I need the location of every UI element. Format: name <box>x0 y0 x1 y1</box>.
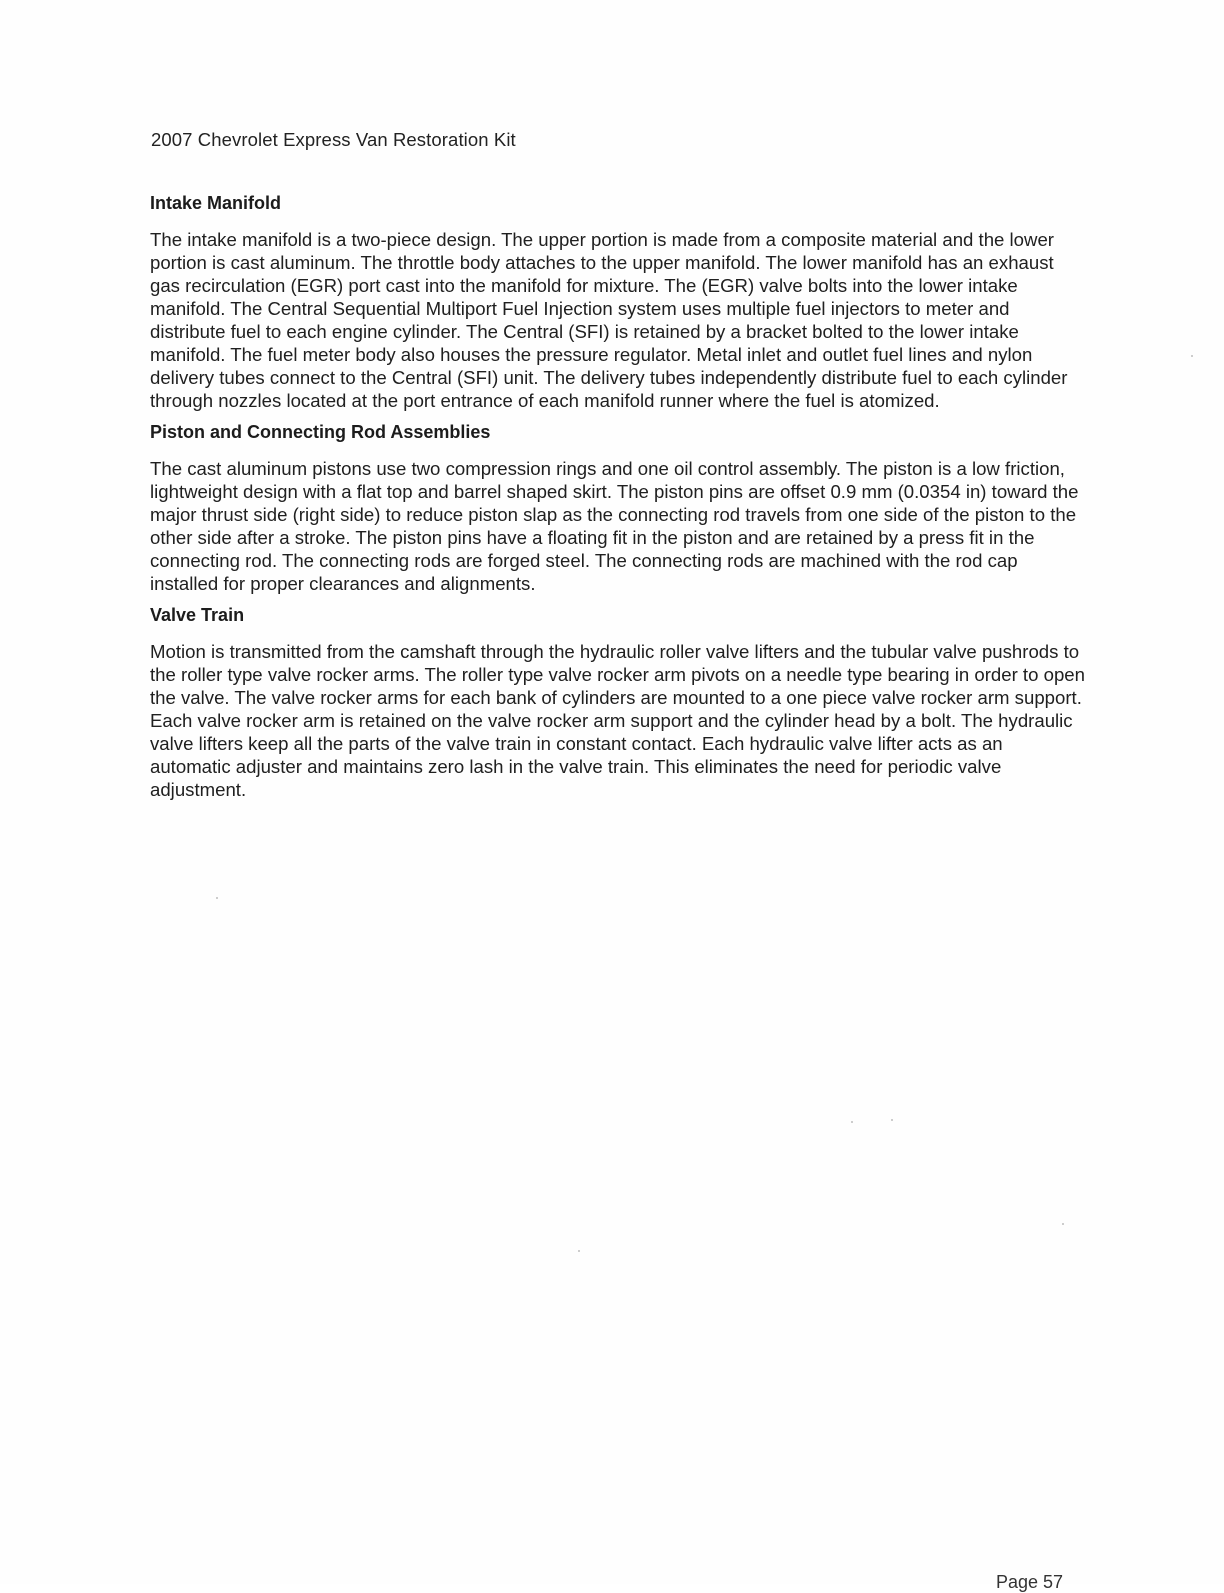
section-intake-manifold <box>150 193 1085 412</box>
page-number: Page 57 <box>996 1572 1064 1592</box>
section-heading: Valve Train <box>150 605 245 625</box>
section-body: Motion is transmitted from the camshaft through the hydraulic roller valve lifters and the tubular valve pushrods to the roller type valve rocker arms. The roller type valve rocker arm pivots on a needle type bearing in order to open the valve. The valve rocker arms for each bank of cylinders are mounted to a one piece valve rocker arm support. Each valve rocker arm is retained on the valve rocker arm support and the cylinder head by a bolt. The hydraulic valve lifters keep all the parts of the valve train in constant contact. Each hydraulic valve lifter acts as an automatic adjuster and maintains zero lash in the valve train. This eliminates the need for periodic valve adjustment. <box>150 641 1085 800</box>
section-valve-train <box>150 605 1085 801</box>
document-header: 2007 Chevrolet Express Van Restoration Kit <box>151 129 516 150</box>
scan-speck <box>578 1250 580 1252</box>
scan-speck <box>1191 355 1193 357</box>
document-content <box>150 193 1085 811</box>
scan-speck <box>891 1119 893 1121</box>
section-heading: Piston and Connecting Rod Assemblies <box>150 422 491 442</box>
section-heading: Intake Manifold <box>150 193 282 213</box>
scan-speck <box>1062 1223 1064 1225</box>
section-body: The cast aluminum pistons use two compression rings and one oil control assembly. The piston is a low friction, lightweight design with a flat top and barrel shaped skirt. The piston pins are offset 0.9 mm (0.0354 in) toward the major thrust side (right side) to reduce piston slap as the connecting rod travels from one side of the piston to the other side after a stroke. The piston pins have a floating fit in the piston and are retained by a press fit in the connecting rod. The connecting rods are forged steel. The connecting rods are machined with the rod cap installed for proper clearances and alignments. <box>150 458 1079 594</box>
section-piston-connecting-rod <box>150 422 1085 595</box>
scan-speck <box>851 1121 853 1123</box>
scan-speck <box>216 897 218 899</box>
section-body: The intake manifold is a two-piece design. The upper portion is made from a composite material and the lower portion is cast aluminum. The throttle body attaches to the upper manifold. The lower manifold has an exhaust gas recirculation (EGR) port cast into the manifold for mixture. The (EGR) valve bolts into the lower intake manifold. The Central Sequential Multiport Fuel Injection system uses multiple fuel injectors to meter and distribute fuel to each engine cylinder. The Central (SFI) is retained by a bracket bolted to the lower intake manifold. The fuel meter body also houses the pressure regulator. Metal inlet and outlet fuel lines and nylon delivery tubes connect to the Central (SFI) unit. The delivery tubes independently distribute fuel to each cylinder through nozzles located at the port entrance of each manifold runner where the fuel is atomized. <box>150 229 1068 411</box>
